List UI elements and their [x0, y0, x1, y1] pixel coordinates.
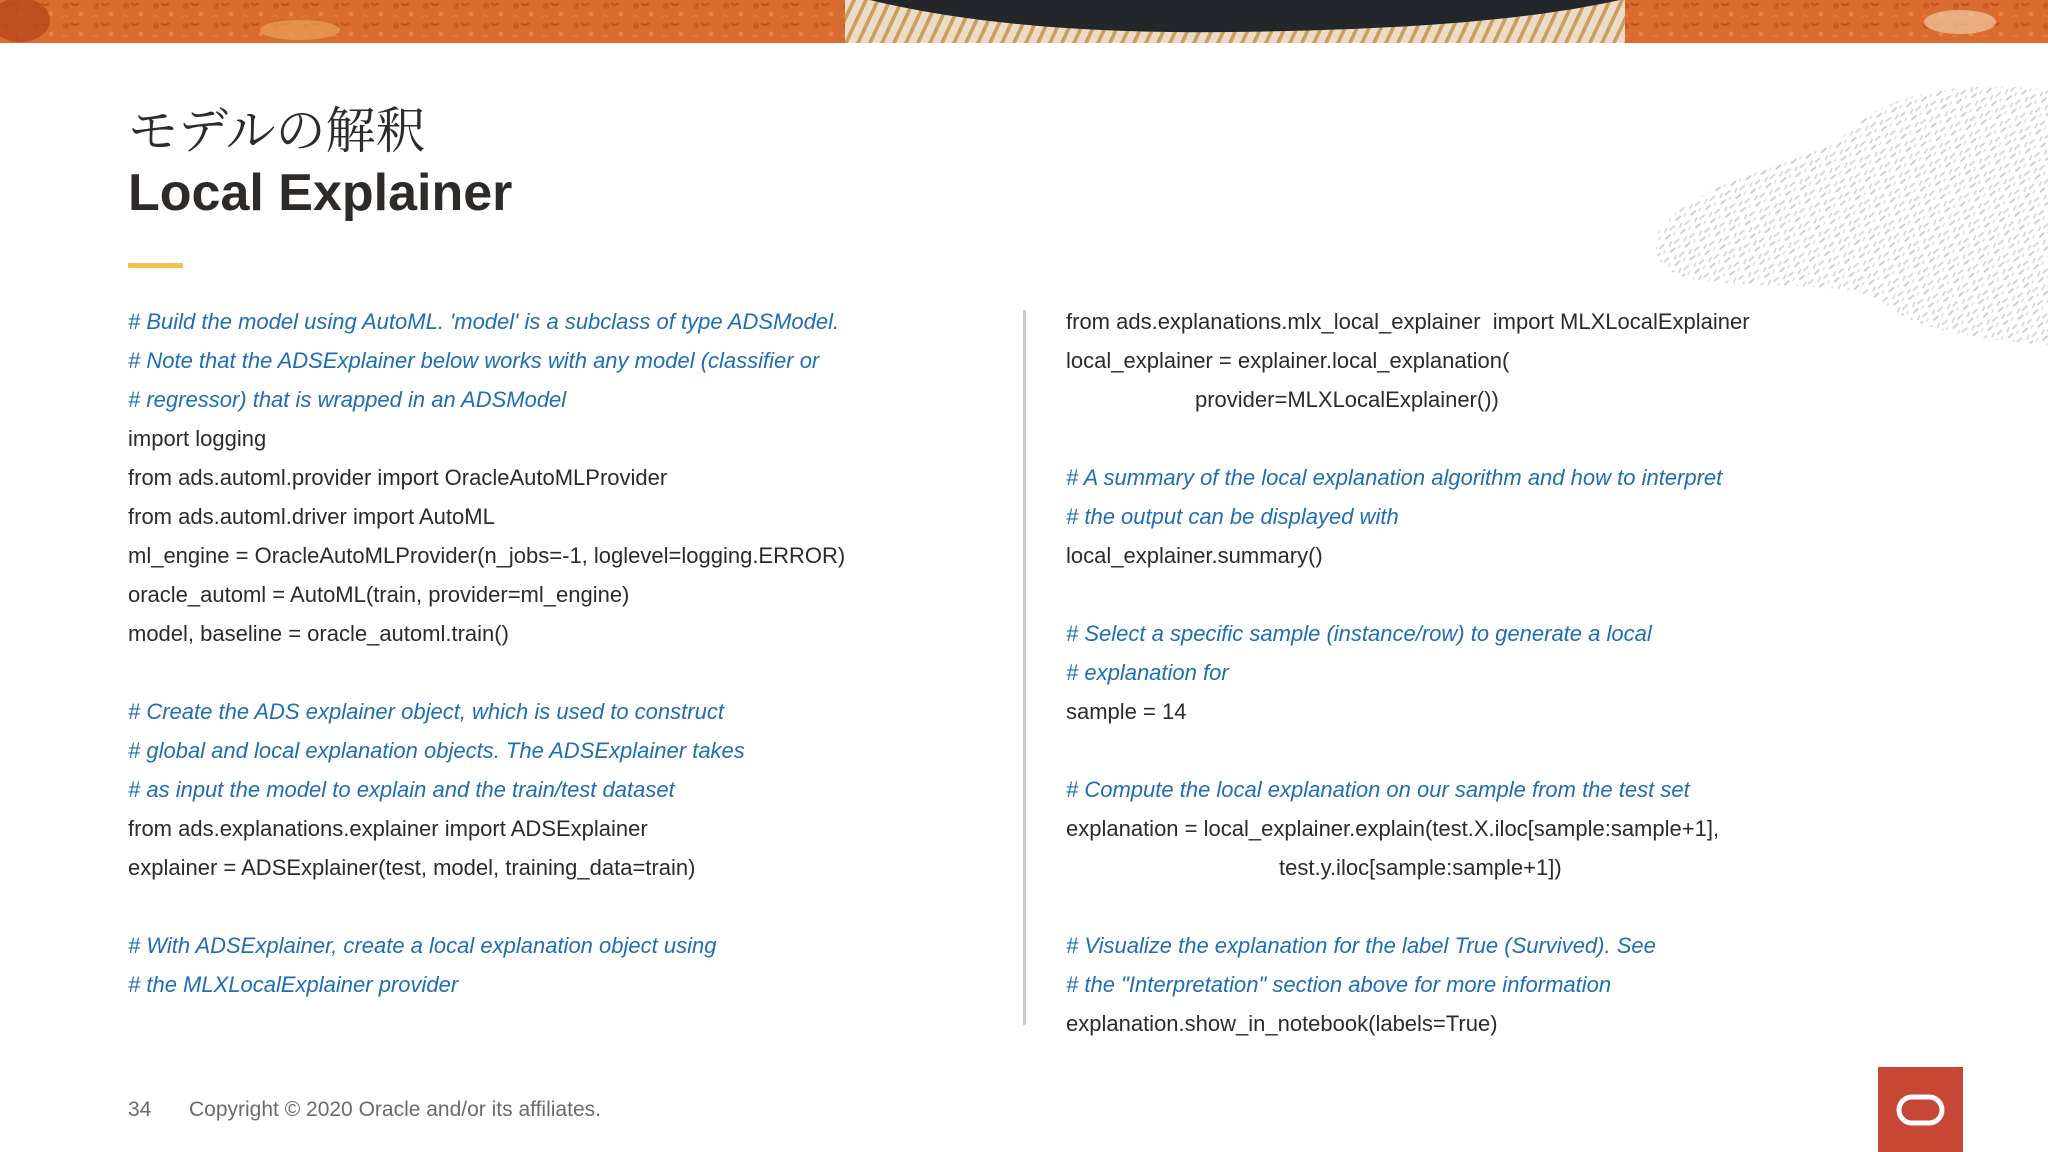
oracle-logo-icon: [1878, 1067, 1963, 1152]
blank-line: [1066, 887, 1986, 926]
code-line: explanation.show_in_notebook(labels=True): [1066, 1011, 1498, 1036]
comment-line: # regressor) that is wrapped in an ADSModel: [128, 387, 567, 412]
code-line: test.y.iloc[sample:sample+1]): [1279, 855, 1562, 880]
code-column-left: [128, 302, 1008, 1004]
title-english: Local Explainer: [128, 164, 513, 222]
comment-line: # Select a specific sample (instance/row) to generate a local: [1066, 621, 1652, 646]
decorative-banner: [0, 0, 2048, 43]
code-column-right: [1066, 302, 1986, 1043]
comment-line: # the MLXLocalExplainer provider: [128, 972, 459, 997]
code-line: model, baseline = oracle_automl.train(): [128, 621, 509, 646]
code-line: sample = 14: [1066, 699, 1187, 724]
comment-line: # Create the ADS explainer object, which is used to construct: [128, 699, 724, 724]
copyright-notice: Copyright © 2020 Oracle and/or its affiliates.: [189, 1098, 601, 1121]
blank-line: [1066, 731, 1986, 770]
code-line: oracle_automl = AutoML(train, provider=ml_engine): [128, 582, 630, 607]
slide-title: [128, 100, 512, 224]
blank-line: [128, 653, 1008, 692]
comment-line: # Compute the local explanation on our sample from the test set: [1066, 777, 1690, 802]
code-line: explainer = ADSExplainer(test, model, training_data=train): [128, 855, 696, 880]
comment-line: # global and local explanation objects. The ADSExplainer takes: [128, 738, 745, 763]
code-line: import logging: [128, 426, 267, 451]
comment-line: # the "Interpretation" section above for more information: [1066, 972, 1612, 997]
code-line: local_explainer = explainer.local_explanation(: [1066, 348, 1510, 373]
code-line: from ads.automl.driver import AutoML: [128, 504, 495, 529]
page-number: 34: [128, 1098, 152, 1121]
title-japanese: モデルの解釈: [128, 102, 426, 160]
blank-line: [128, 887, 1008, 926]
comment-line: # Visualize the explanation for the label True (Survived). See: [1066, 933, 1656, 958]
oracle-logo: [1878, 1067, 1963, 1152]
code-line: from ads.explanations.explainer import ADSExplainer: [128, 816, 648, 841]
comment-line: # Build the model using AutoML. 'model' is a subclass of type ADSModel.: [128, 309, 840, 334]
code-line: explanation = local_explainer.explain(test.X.iloc[sample:sample+1],: [1066, 816, 1720, 841]
comment-line: # A summary of the local explanation algorithm and how to interpret: [1066, 465, 1723, 490]
column-divider: [1023, 310, 1026, 1025]
code-line: from ads.automl.provider import OracleAutoMLProvider: [128, 465, 668, 490]
comment-line: # as input the model to explain and the train/test dataset: [128, 777, 675, 802]
comment-line: # Note that the ADSExplainer below works with any model (classifier or: [128, 348, 820, 373]
comment-line: # the output can be displayed with: [1066, 504, 1399, 529]
code-line: ml_engine = OracleAutoMLProvider(n_jobs=-1, loglevel=logging.ERROR): [128, 543, 846, 568]
code-line: local_explainer.summary(): [1066, 543, 1323, 568]
code-line: provider=MLXLocalExplainer()): [1195, 387, 1499, 412]
comment-line: # With ADSExplainer, create a local explanation object using: [128, 933, 717, 958]
blank-line: [1066, 575, 1986, 614]
comment-line: # explanation for: [1066, 660, 1229, 685]
blank-line: [1066, 419, 1986, 458]
code-line: from ads.explanations.mlx_local_explainer import MLXLocalExplainer: [1066, 309, 1750, 334]
title-accent-bar: [128, 263, 183, 268]
